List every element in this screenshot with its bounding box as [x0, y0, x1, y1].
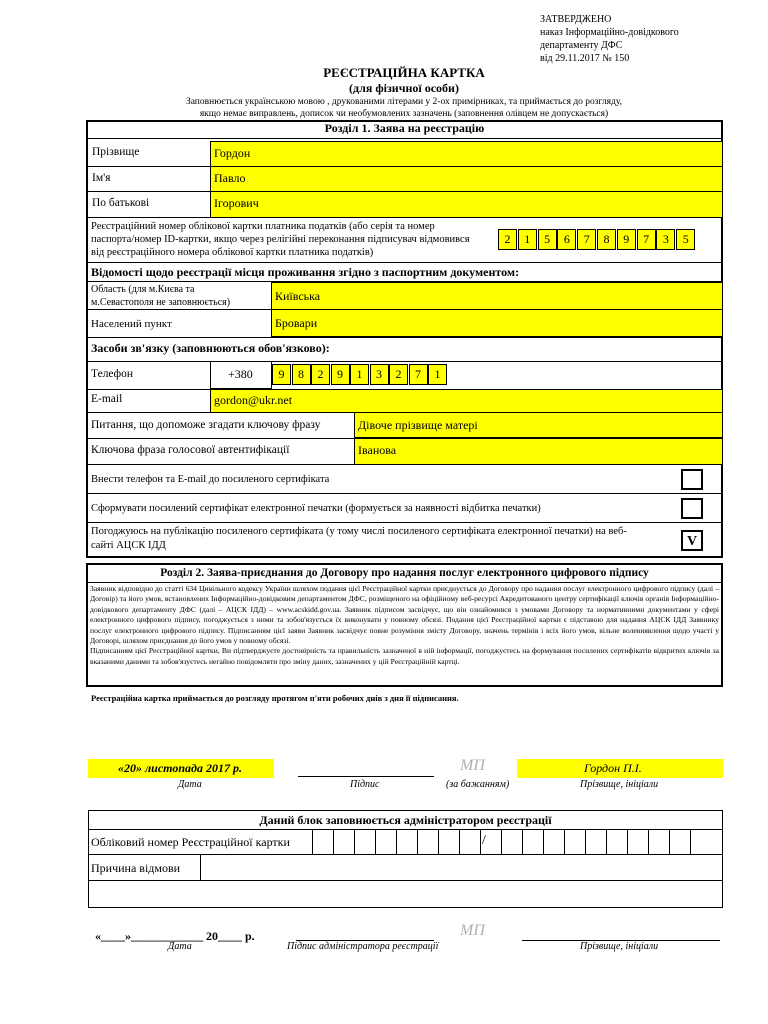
name-label: Ім'я [92, 172, 111, 184]
approved-label: ЗАТВЕРДЖЕНО [540, 14, 612, 25]
account-number-cell[interactable] [522, 830, 542, 854]
name-value: Павло [214, 171, 246, 185]
admin-name-caption: Прізвище, ініціали [580, 941, 659, 952]
account-number-cell[interactable] [690, 830, 710, 854]
processing-note: Реєстраційна картка приймається до розгляду протягом п'яти робочих днів з дня її підписання. [91, 693, 459, 703]
phone-digit-cell[interactable]: 2 [389, 364, 408, 385]
phone-digit-cell[interactable]: 7 [409, 364, 428, 385]
section2-title: Розділ 2. Заява-приєднання до Договору про надання послуг електронного цифрового підпису [160, 567, 649, 579]
question-label: Питання, що допоможе згадати ключову фразу [91, 419, 321, 431]
phone-digit-cell[interactable]: 8 [292, 364, 311, 385]
option-seal-checkbox[interactable] [681, 498, 703, 519]
phone-digit-cell[interactable]: 3 [370, 364, 389, 385]
keyphrase-value: Іванова [358, 443, 397, 457]
account-number-cell[interactable] [459, 830, 479, 854]
tax-digit-cell[interactable]: 9 [617, 229, 636, 250]
region-value: Київська [275, 289, 321, 303]
region-field[interactable] [271, 282, 723, 310]
residence-heading: Відомості щодо реєстрації місця проживання згідно з паспортним документом: [91, 265, 520, 279]
order-line-3: від 29.11.2017 № 150 [540, 53, 630, 64]
account-number-cell[interactable] [438, 830, 458, 854]
city-value: Бровари [275, 316, 318, 330]
account-number-cell[interactable] [543, 830, 563, 854]
tax-digit-cell[interactable]: 6 [557, 229, 576, 250]
agreement-paragraph-1: Заявник відповідно до статті 634 Цивільного кодексу України шляхом подання цієї Реєстраційної картки приєднується до Договору про надання послуг електронного цифрового підпису (далі – Договір) та його умов, встановлених Інформаційно-довідковим департаментом ДФС, розміщеного на офіційному веб-ресурсі Акредитованого центру сертифікації ключів органів Інформаційно-довідкового департаменту ДФС (далі – АЦСК ІДД) – www.acskidd.gov.ua. Заявник підписом засвідчує, що він ознайомився з умовами Договору та нормативними документами у сфері електронного цифрового підпису, погоджується з ними та зобов'язується їх виконувати у повному обсязі. Подання цієї Реєстраційної картки є підставою для надання АЦСК ІДД Заявнику послуг електронного цифрового підпису. Підписанням цієї заяви Заявник засвідчує повне розуміння змісту Договору, значень термінів і всіх його умов, вільне волевиявлення щодо участі у Договорі, шляхом приєднання до його умов у повному обсязі. [90, 584, 719, 646]
tax-digit-cell[interactable]: 2 [498, 229, 517, 250]
divider [88, 262, 721, 263]
account-slash: / [482, 833, 486, 848]
signature-line[interactable] [298, 776, 434, 777]
option-publish-checkbox[interactable] [681, 530, 703, 551]
keyphrase-label: Ключова фраза голосової автентифікації [91, 444, 290, 456]
admin-stamp-placeholder: МП [460, 922, 485, 939]
order-line-1: наказ Інформаційно-довідкового [540, 27, 679, 38]
account-number-cell[interactable] [501, 830, 521, 854]
account-number-cell[interactable] [648, 830, 668, 854]
stamp-caption: (за бажанням) [446, 779, 510, 790]
tax-digit-cell[interactable]: 7 [637, 229, 656, 250]
tax-digit-cell[interactable]: 7 [577, 229, 596, 250]
agreement-paragraph-2: Підписанням цієї Реєстраційної картки, Ви підтверджуєте достовірність та правильність зазначеної в ній інформації, погоджуєтесь на формування посилених сертифікатів відкритих ключів за вказаними даними та зобов'язуєтесь негайно повідомляти про зміну даних, зазначених у цій Реєстраційній картці. [90, 646, 719, 666]
keyphrase-field[interactable] [354, 438, 723, 465]
phone-prefix: +380 [228, 367, 253, 381]
phone-digit-cell[interactable]: 2 [311, 364, 330, 385]
patronymic-value: Ігорович [214, 196, 259, 210]
account-number-cell[interactable] [627, 830, 647, 854]
email-label: E-mail [91, 393, 123, 405]
tax-digit-cell[interactable]: 5 [538, 229, 557, 250]
account-number-cell[interactable] [669, 830, 689, 854]
patronymic-label: По батькові [92, 197, 150, 209]
admin-signature-caption: Підпис адміністратора реєстрації [287, 941, 439, 952]
tax-digit-cell[interactable]: 5 [676, 229, 695, 250]
tax-label-1: Реєстраційний номер облікової картки платника податків (або серія та номер [91, 221, 435, 232]
divider [88, 217, 721, 218]
tax-digit-cell[interactable]: 3 [656, 229, 675, 250]
contacts-heading: Засоби зв'язку (заповнюються обов'язково): [91, 341, 330, 355]
phone-digit-cell[interactable]: 9 [331, 364, 350, 385]
date-value: «20» листопада 2017 р. [118, 761, 242, 775]
region-label-1: Область (для м.Києва та [91, 284, 195, 295]
phone-digit-cell[interactable]: 1 [428, 364, 447, 385]
name-caption: Прізвище, ініціали [580, 779, 659, 790]
stamp-placeholder: МП [460, 757, 485, 774]
patronymic-field[interactable] [210, 191, 723, 218]
phone-digit-cell[interactable]: 1 [350, 364, 369, 385]
name-field[interactable] [210, 166, 723, 192]
admin-date-template[interactable]: «____»____________ 20____ р. [95, 929, 255, 943]
refusal-label: Причина відмови [91, 861, 181, 875]
question-value: Дівоче прізвище матері [358, 418, 478, 432]
agreement-text [90, 584, 719, 667]
city-label: Населений пункт [91, 318, 172, 330]
account-number-cell[interactable] [333, 830, 353, 854]
page-subtitle: (для фізичної особи) [349, 81, 459, 95]
divider [88, 522, 721, 523]
phone-digit-cell[interactable]: 9 [272, 364, 291, 385]
account-number-cell[interactable] [417, 830, 437, 854]
divider [88, 880, 723, 881]
account-number-cell[interactable] [585, 830, 605, 854]
account-number-cell[interactable] [396, 830, 416, 854]
divider [88, 464, 721, 465]
option-phone-email-label: Внести телефон та E-mail до посиленого сертифіката [91, 474, 330, 485]
tax-label-3: від реєстраційного номера облікової картки платника податків) [91, 247, 374, 258]
region-label-2: м.Севастополя не заповнюється) [91, 297, 231, 308]
refusal-field[interactable] [200, 855, 201, 881]
page-title: РЕЄСТРАЦІЙНА КАРТКА [323, 65, 485, 80]
date-caption: Дата [178, 779, 202, 790]
option-phone-email-checkbox[interactable] [681, 469, 703, 490]
option-seal-label: Сформувати посилений сертифікат електронної печатки (формується за наявності відбитка печатки) [91, 503, 541, 514]
account-number-cell[interactable] [606, 830, 626, 854]
option-publish-label-2: сайті АЦСК ІДД [91, 540, 166, 551]
section1-title: Розділ 1. Заява на реєстрацію [324, 121, 485, 135]
surname-value: Гордон [214, 146, 251, 160]
divider [88, 493, 721, 494]
order-line-2: департаменту ДФС [540, 40, 623, 51]
tax-digit-cell[interactable]: 8 [597, 229, 616, 250]
instruction-line-2: якщо немає виправлень, дописок чи необумовлених зазначень (заповнення олівцем не допускається) [199, 109, 609, 119]
surname-field[interactable] [210, 141, 723, 167]
option-publish-label-1: Погоджуюсь на публікацію посиленого сертифіката (у тому числі посиленого сертифіката електронної печатки) на веб- [91, 526, 627, 537]
checkmark-v: V [686, 534, 698, 549]
account-number-cell[interactable] [312, 830, 332, 854]
divider [88, 854, 723, 855]
city-field[interactable] [271, 309, 723, 337]
divider [88, 138, 721, 139]
signer-name: Гордон П.І. [584, 761, 642, 775]
divider [88, 361, 721, 362]
phone-label: Телефон [91, 368, 134, 380]
tax-digit-cell[interactable]: 1 [518, 229, 537, 250]
admin-title: Даний блок заповнюється адміністратором реєстрації [259, 813, 552, 827]
email-value: gordon@ukr.net [214, 393, 293, 407]
account-number-cell[interactable] [354, 830, 374, 854]
account-number-label: Обліковий номер Реєстраційної картки [91, 835, 290, 849]
instruction-line-1: Заповнюється українською мовою , друкованими літерами у 2-ох примірниках, та приймається до розгляду, [185, 97, 623, 107]
account-number-cell[interactable] [564, 830, 584, 854]
account-number-cell[interactable] [375, 830, 395, 854]
divider [88, 337, 721, 338]
admin-date-caption: Дата [168, 941, 192, 952]
divider [88, 582, 721, 583]
surname-label: Прізвище [92, 146, 140, 158]
signature-caption: Підпис [350, 779, 380, 790]
tax-label-2: паспорта/номер ID-картки, якщо через релігійні переконання підписувач відмовився [91, 234, 470, 245]
